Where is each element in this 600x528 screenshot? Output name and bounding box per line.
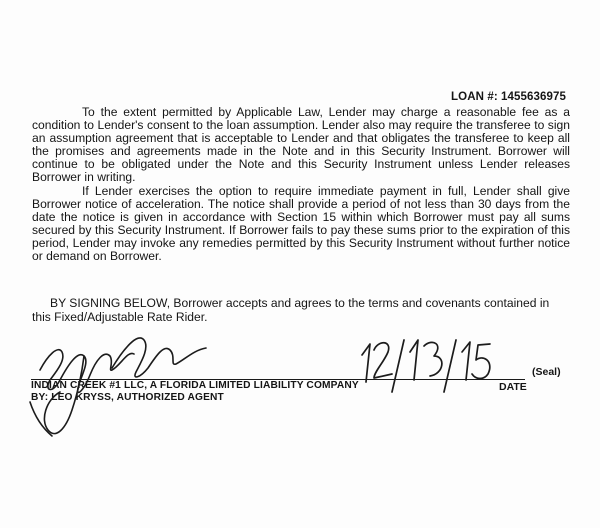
paragraph-acceleration: If Lender exercises the option to require immediate payment in full, Lender shall give Borrower notice of acceleration. The notice shall provide a period of not less than 30 days from the date the notice is given in accordance with Section 15 within which Borrower must pay all sums secured by this Security Instrument. If Borrower fails to pay these sums prior to the expiration of this period, Lender may invoke any remedies permitted by this Security Instrument without further notice or demand on Borrower. — [32, 183, 570, 264]
authorized-agent: BY: LEO KRYSS, AUTHORIZED AGENT — [31, 392, 224, 403]
date-stroke — [444, 340, 456, 392]
date-stroke — [362, 344, 370, 382]
signing-statement — [32, 296, 570, 324]
date-stroke — [462, 342, 470, 380]
paragraph-assumption-fee: To the extent permitted by Applicable Law, Lender may charge a reasonable fee as a condition to Lender's consent to the loan assumption. Lender also may require the transferee to sign an assumption agreement that is acceptable to Lender and that obligates the transferee to keep all the promises and agreements made in the Note and in this Security Instrument. Borrower will continue to be obligated under the Note and this Security Instrument unless Lender releases Borrower in writing. — [32, 105, 570, 185]
borrower-entity: INDIAN CREEK #1 LLC, A FLORIDA LIMITED LIABILITY COMPANY — [31, 380, 359, 391]
date-stroke — [374, 343, 392, 378]
date-stroke — [424, 342, 442, 376]
date-stroke — [410, 340, 418, 380]
loan-number: LOAN #: 1455636975 — [451, 91, 566, 103]
seal-label: (Seal) — [532, 366, 561, 378]
signature-stroke — [112, 338, 206, 377]
rider-body — [32, 106, 570, 263]
signing-text: BY SIGNING BELOW, Borrower accepts and agrees to the terms and covenants contained in this Fixed/Adjustable Rate Rider. — [32, 296, 550, 324]
date-stroke — [392, 340, 404, 392]
signature-stroke — [30, 402, 52, 436]
date-stroke — [472, 344, 490, 379]
date-label: DATE — [499, 381, 527, 393]
